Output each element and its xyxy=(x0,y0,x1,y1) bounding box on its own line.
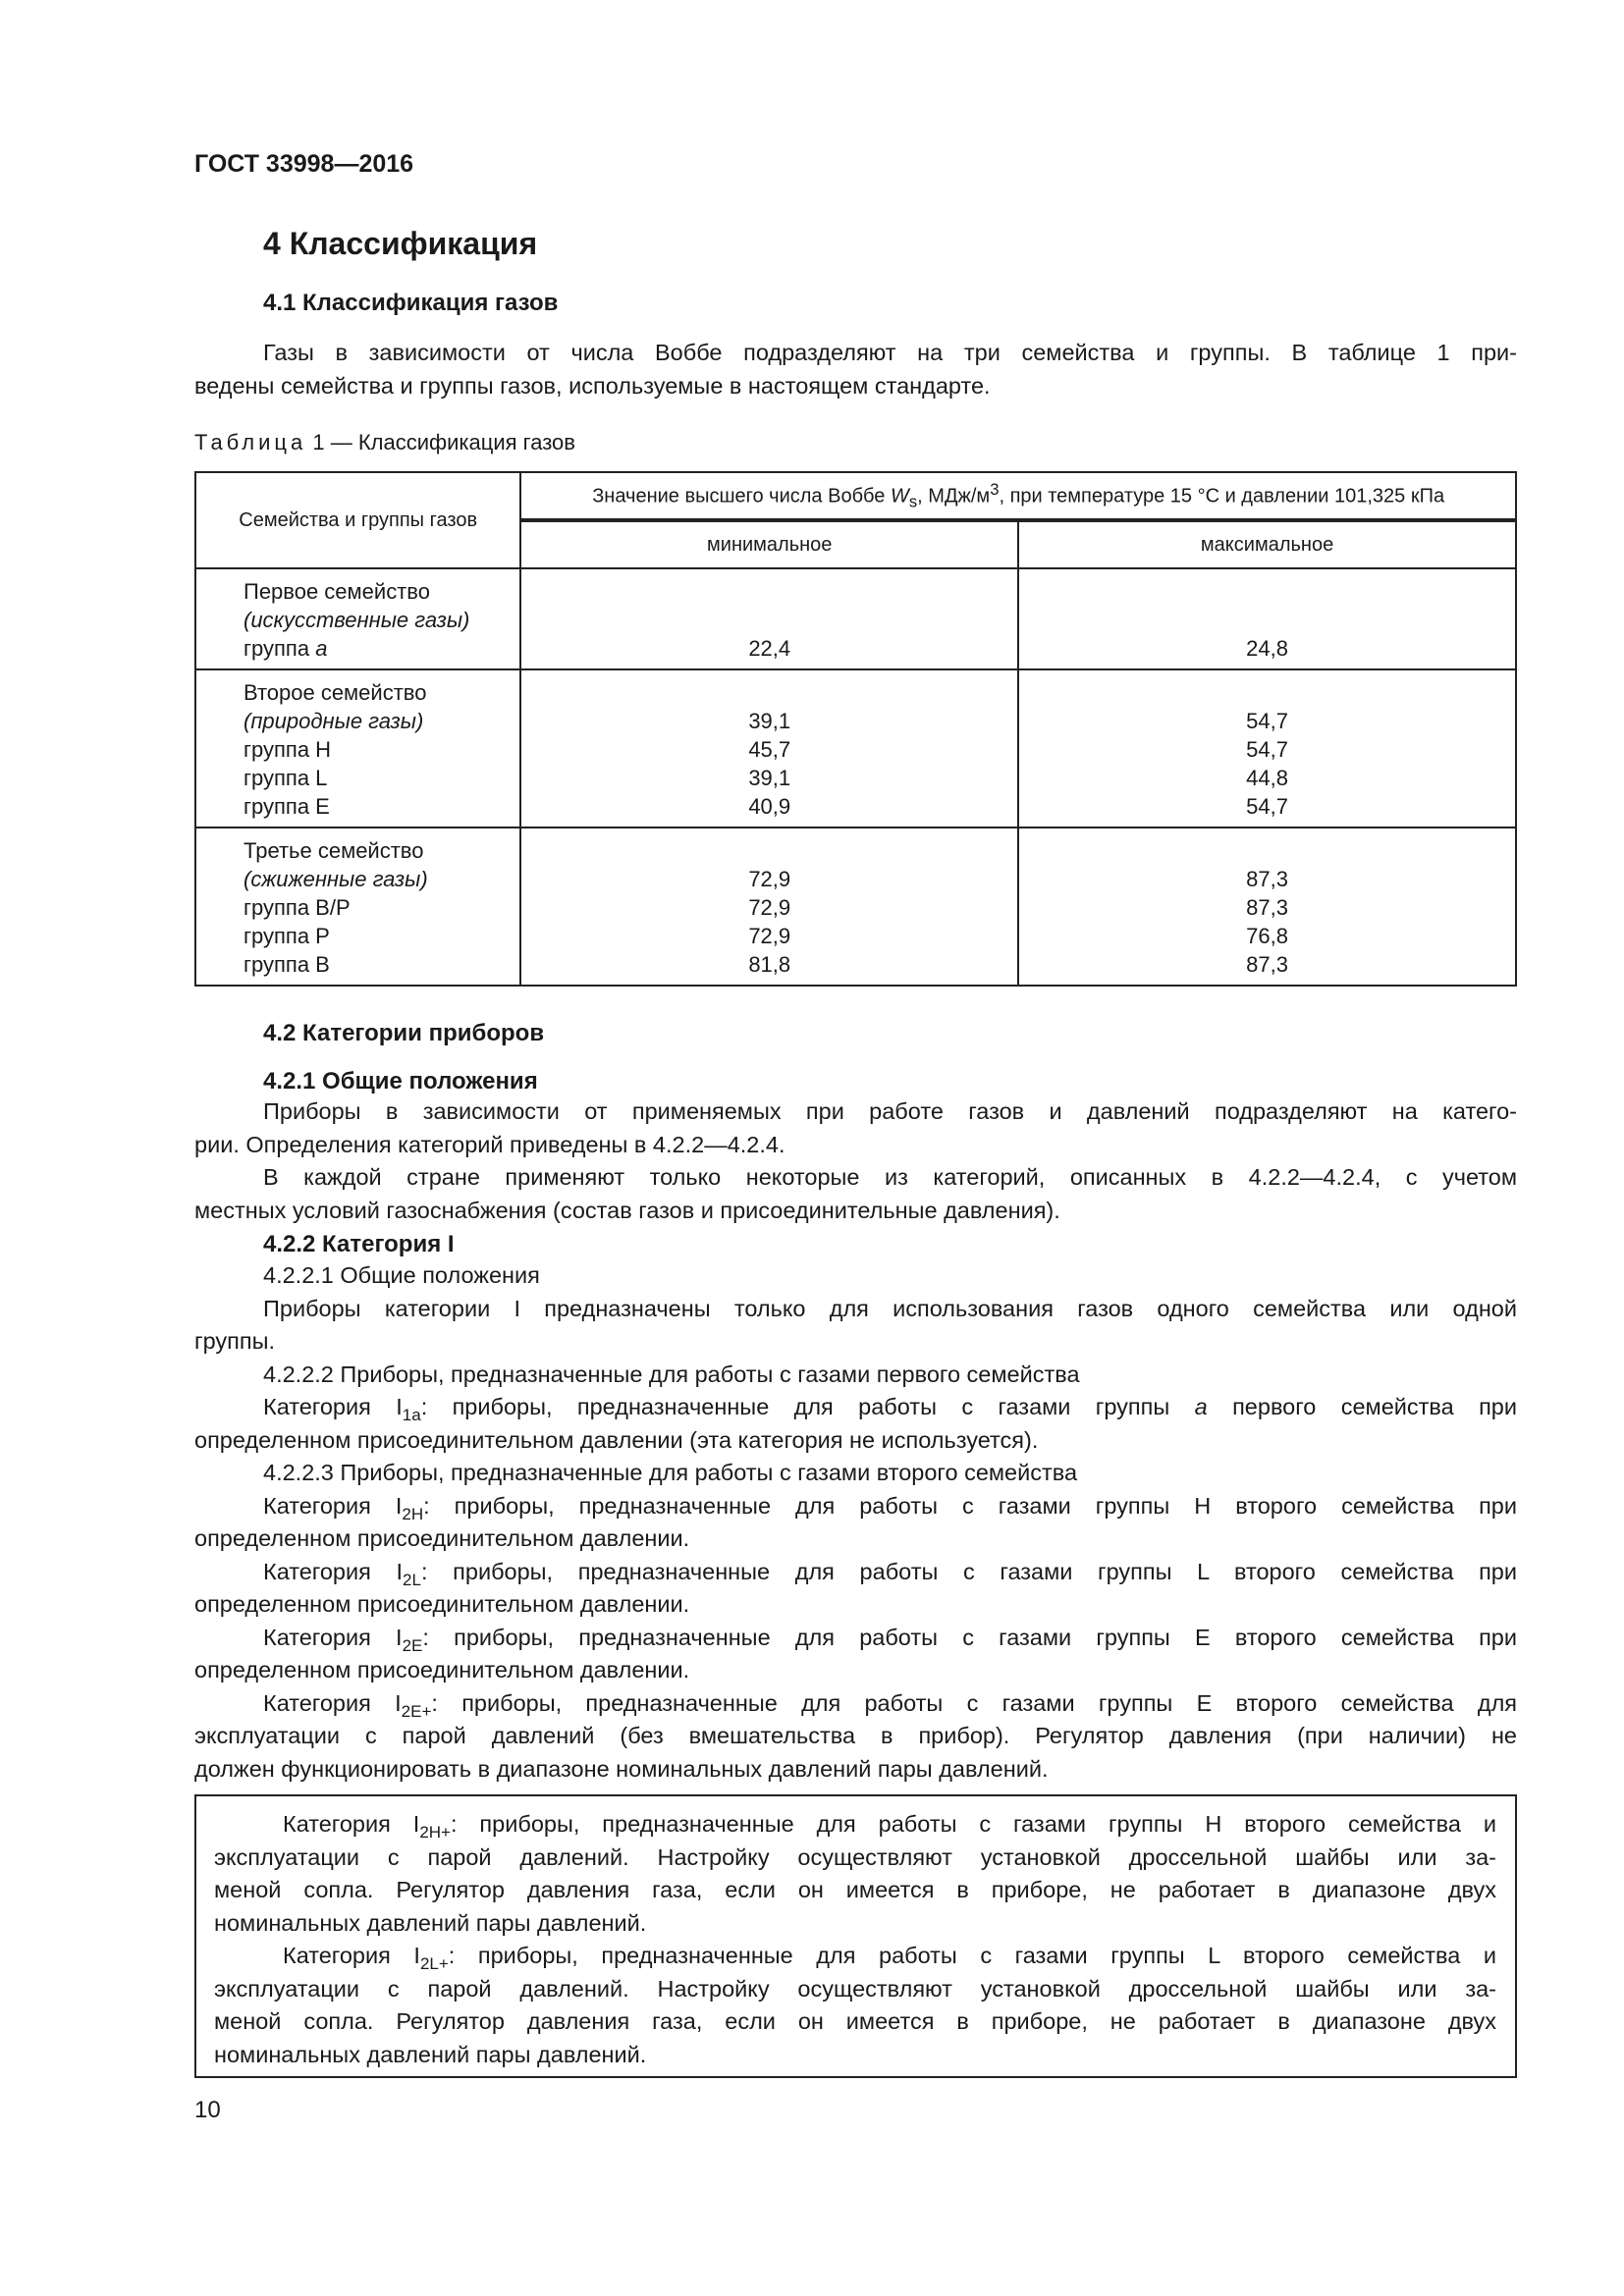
text-segment: местных условий газоснабжения (состав газов и присоединительные давления). xyxy=(194,1197,1060,1223)
min-value-cell-line xyxy=(521,893,1017,922)
min-value-cell-line xyxy=(521,735,1017,764)
text-line xyxy=(194,1161,1517,1195)
text-segment: Приборы категории I предназначены только для использования газов одного семейства или одной xyxy=(263,1295,1517,1321)
text-line xyxy=(194,1259,1517,1293)
family-cell-line xyxy=(244,577,519,606)
text-line xyxy=(194,1556,1517,1589)
text-segment: эксплуатации с парой давлений. Настройку осуществляют установкой дроссельной шайбы или за- xyxy=(214,1843,1496,1870)
min-value-cell-line xyxy=(521,950,1017,979)
min-value-cell-line xyxy=(521,606,1017,634)
cell-text: группа B xyxy=(244,952,330,977)
min-value-cell-line xyxy=(521,792,1017,821)
column-header-min: минимальное xyxy=(520,520,1018,568)
max-value-cell-line xyxy=(1019,836,1515,865)
text-segment: Категория I xyxy=(263,1689,402,1716)
text-segment: рии. Определения категорий приведены в 4.2.2—4.2.4. xyxy=(194,1131,785,1157)
paragraph-4-2-1 xyxy=(194,1095,1517,1227)
max-value-cell-line xyxy=(1019,634,1515,663)
category-subscript: 2E xyxy=(402,1635,423,1655)
paragraph-4-1 xyxy=(194,337,1517,402)
family-cell-line xyxy=(244,634,519,663)
text-segment: Газы в зависимости от числа Воббе подразделяют на три семейства и группы. В таблице 1 при- xyxy=(263,340,1517,365)
family-cell-line xyxy=(244,792,519,821)
cell-text: 39,1 xyxy=(748,709,791,733)
text-segment: 4.2.2.1 Общие положения xyxy=(263,1262,540,1288)
cell-text: 81,8 xyxy=(748,952,791,977)
category-subscript: 2H+ xyxy=(419,1823,451,1842)
table-row xyxy=(195,669,1516,828)
text-segment: определенном присоединительном давлении. xyxy=(194,1591,690,1617)
subsection-4-2-2-title: 4.2.2 Категория I xyxy=(263,1231,455,1257)
max-value-cell-line xyxy=(1019,950,1515,979)
text-line xyxy=(194,1490,1517,1523)
wobbe-label: Значение высшего числа Воббе xyxy=(592,485,891,507)
column-header-max: максимальное xyxy=(1018,520,1516,568)
text-segment: эксплуатации с парой давлений (без вмешательства в прибор). Регулятор давления (при наличии) не xyxy=(194,1723,1517,1748)
paragraph-4-2-2 xyxy=(194,1259,1517,1786)
max-value-cell xyxy=(1018,568,1516,669)
text-line xyxy=(214,1808,1496,1842)
column-header-family: Семейства и группы газов xyxy=(195,472,520,568)
table-caption-label: Таблица xyxy=(194,430,307,454)
cell-text: группа B/P xyxy=(244,895,351,920)
max-value-cell-line xyxy=(1019,606,1515,634)
cell-text: 76,8 xyxy=(1246,924,1288,948)
cell-text: Третье семейство xyxy=(244,838,424,863)
max-value-cell-line xyxy=(1019,577,1515,606)
family-cell-line xyxy=(244,764,519,792)
cell-text: группа xyxy=(244,636,316,661)
max-value-cell xyxy=(1018,828,1516,986)
text-segment: Категория I xyxy=(263,1558,404,1584)
family-cell-line xyxy=(244,836,519,865)
cell-text: 87,3 xyxy=(1246,895,1288,920)
note-box xyxy=(194,1794,1517,2078)
text-line xyxy=(214,1874,1496,1907)
note-text xyxy=(214,1808,1496,2071)
min-value-cell xyxy=(520,568,1018,669)
cell-text: 22,4 xyxy=(748,636,791,661)
min-value-cell-line xyxy=(521,678,1017,707)
cell-text: 45,7 xyxy=(748,737,791,762)
text-line xyxy=(194,1129,1517,1162)
max-value-cell-line xyxy=(1019,893,1515,922)
column-header-wobbe xyxy=(520,472,1516,520)
text-line xyxy=(194,1095,1517,1129)
text-line xyxy=(214,1842,1496,1875)
text-segment: определенном присоединительном давлении. xyxy=(194,1525,690,1551)
text-line xyxy=(194,1325,1517,1359)
text-line xyxy=(214,1940,1496,1973)
cell-text: 54,7 xyxy=(1246,794,1288,819)
text-segment: : приборы, предназначенные для работы с газами группы E второго семейства для xyxy=(431,1689,1518,1716)
text-line xyxy=(194,1359,1517,1392)
family-cell-line xyxy=(244,707,519,735)
section-title: 4 Классификация xyxy=(263,226,538,261)
text-line xyxy=(194,1720,1517,1753)
table-row xyxy=(195,828,1516,986)
wobbe-subscript: s xyxy=(908,492,918,511)
text-segment: 4.2.2.2 Приборы, предназначенные для работы с газами первого семейства xyxy=(263,1361,1080,1387)
cell-text: группа P xyxy=(244,924,330,948)
min-value-cell-line xyxy=(521,865,1017,893)
text-segment: : приборы, предназначенные для работы с газами группы E второго семейства при xyxy=(422,1624,1517,1650)
cell-text: 54,7 xyxy=(1246,737,1288,762)
max-value-cell xyxy=(1018,669,1516,828)
category-subscript: 2L xyxy=(403,1570,421,1589)
family-cell-line xyxy=(244,922,519,950)
max-value-cell-line xyxy=(1019,678,1515,707)
text-line xyxy=(214,1907,1496,1941)
cell-text: (сжиженные газы) xyxy=(244,867,428,891)
cell-text: 72,9 xyxy=(748,895,791,920)
text-line xyxy=(194,1391,1517,1424)
cell-text: 24,8 xyxy=(1246,636,1288,661)
cell-text: 72,9 xyxy=(748,924,791,948)
wobbe-unit: , МДж/м xyxy=(917,485,991,507)
family-cell-line xyxy=(244,735,519,764)
text-segment: меной сопла. Регулятор давления газа, если он имеется в приборе, не работает в диапазоне двух xyxy=(214,2008,1496,2034)
family-cell-line xyxy=(244,606,519,634)
family-cell xyxy=(195,568,520,669)
text-line xyxy=(194,1424,1517,1458)
cell-text: Первое семейство xyxy=(244,579,430,604)
cell-text: (природные газы) xyxy=(244,709,424,733)
min-value-cell-line xyxy=(521,922,1017,950)
text-line xyxy=(194,1622,1517,1655)
category-subscript: 1a xyxy=(402,1406,421,1424)
text-segment: Категория I xyxy=(263,1394,403,1419)
max-value-cell-line xyxy=(1019,707,1515,735)
family-cell-line xyxy=(244,950,519,979)
text-segment: : приборы, предназначенные для работы с газами группы H второго семейства при xyxy=(423,1492,1517,1519)
gas-classification-table xyxy=(194,471,1517,987)
text-segment: a xyxy=(1194,1394,1208,1419)
text-line xyxy=(214,1973,1496,2006)
max-value-cell-line xyxy=(1019,792,1515,821)
cell-text: 72,9 xyxy=(748,867,791,891)
min-value-cell-line xyxy=(521,707,1017,735)
page-number: 10 xyxy=(194,2097,221,2123)
text-segment: Категория I xyxy=(283,1811,420,1837)
text-line xyxy=(194,1195,1517,1228)
subsection-4-2-title: 4.2 Категории приборов xyxy=(263,1020,545,1046)
text-segment: Категория I xyxy=(263,1492,403,1519)
text-segment: : приборы, предназначенные для работы с газами группы H второго семейства и xyxy=(450,1811,1496,1837)
text-segment: эксплуатации с парой давлений. Настройку осуществляют установкой дроссельной шайбы или за- xyxy=(214,1975,1496,2002)
family-cell xyxy=(195,828,520,986)
cell-text-italic: a xyxy=(315,636,328,661)
text-line xyxy=(194,1522,1517,1556)
table-caption-text: 1 — Классификация газов xyxy=(306,430,575,454)
subsection-4-2-1-title: 4.2.1 Общие положения xyxy=(263,1068,538,1095)
text-line xyxy=(194,1293,1517,1326)
cell-text: группа L xyxy=(244,766,328,790)
cell-text: 87,3 xyxy=(1246,867,1288,891)
max-value-cell-line xyxy=(1019,735,1515,764)
text-segment: номинальных давлений пары давлений. xyxy=(214,1909,647,1936)
max-value-cell-line xyxy=(1019,764,1515,792)
cell-text: Второе семейство xyxy=(244,680,427,705)
text-segment: первого семейства при xyxy=(1207,1394,1517,1419)
min-value-cell-line xyxy=(521,764,1017,792)
min-value-cell-line xyxy=(521,577,1017,606)
text-segment: должен функционировать в диапазоне номинальных давлений пары давлений. xyxy=(194,1755,1049,1782)
text-segment: определенном присоединительном давлении (эта категория не используется). xyxy=(194,1426,1039,1453)
wobbe-symbol: W xyxy=(890,485,909,507)
table-caption xyxy=(194,430,575,455)
cell-text: группа H xyxy=(244,737,332,762)
min-value-cell-line xyxy=(521,836,1017,865)
text-segment: Категория I xyxy=(263,1624,403,1650)
cell-text: группа E xyxy=(244,794,330,819)
subsection-4-1-title: 4.1 Классификация газов xyxy=(263,290,559,316)
cell-text: 44,8 xyxy=(1246,766,1288,790)
family-cell xyxy=(195,669,520,828)
text-line xyxy=(214,2039,1496,2072)
document-header: ГОСТ 33998—2016 xyxy=(194,150,414,178)
text-segment: ведены семейства и группы газов, используемые в настоящем стандарте. xyxy=(194,372,991,399)
cell-text: 39,1 xyxy=(748,766,791,790)
text-segment: : приборы, предназначенные для работы с газами группы L второго семейства и xyxy=(448,1943,1496,1968)
text-line xyxy=(194,337,1517,370)
text-segment: : приборы, предназначенные для работы с газами группы L второго семейства при xyxy=(420,1558,1517,1584)
text-segment: В каждой стране применяют только некоторые из категорий, описанных в 4.2.2—4.2.4, с учетом xyxy=(263,1164,1517,1190)
family-cell-line xyxy=(244,678,519,707)
wobbe-conditions: , при температуре 15 °C и давлении 101,325 кПа xyxy=(999,485,1445,507)
family-cell-line xyxy=(244,893,519,922)
cell-text: (искусственные газы) xyxy=(244,608,470,632)
text-segment: меной сопла. Регулятор давления газа, если он имеется в приборе, не работает в диапазоне двух xyxy=(214,1877,1496,1902)
text-segment: 4.2.2.3 Приборы, предназначенные для работы с газами второго семейства xyxy=(263,1460,1078,1485)
category-subscript: 2L+ xyxy=(419,1954,449,1973)
text-line xyxy=(194,1654,1517,1687)
cell-text: 40,9 xyxy=(748,794,791,819)
wobbe-unit-power: 3 xyxy=(990,479,1000,499)
cell-text: 54,7 xyxy=(1246,709,1288,733)
table-row xyxy=(195,568,1516,669)
min-value-cell-line xyxy=(521,634,1017,663)
text-line xyxy=(194,1687,1517,1721)
max-value-cell-line xyxy=(1019,922,1515,950)
text-segment: номинальных давлений пары давлений. xyxy=(214,2041,647,2067)
category-subscript: 2H xyxy=(402,1504,424,1523)
text-line xyxy=(194,1753,1517,1787)
text-segment: группы. xyxy=(194,1328,275,1354)
text-segment: Категория I xyxy=(283,1943,420,1968)
max-value-cell-line xyxy=(1019,865,1515,893)
min-value-cell xyxy=(520,828,1018,986)
text-line xyxy=(194,1588,1517,1622)
min-value-cell xyxy=(520,669,1018,828)
cell-text: 87,3 xyxy=(1246,952,1288,977)
family-cell-line xyxy=(244,865,519,893)
text-line xyxy=(214,2005,1496,2039)
text-line xyxy=(194,370,1517,403)
category-subscript: 2E+ xyxy=(401,1701,432,1721)
text-line xyxy=(194,1457,1517,1490)
text-segment: Приборы в зависимости от применяемых при работе газов и давлений подразделяют на катего- xyxy=(263,1098,1517,1124)
text-segment: : приборы, предназначенные для работы с газами группы xyxy=(420,1394,1195,1419)
text-segment: определенном присоединительном давлении. xyxy=(194,1657,690,1682)
